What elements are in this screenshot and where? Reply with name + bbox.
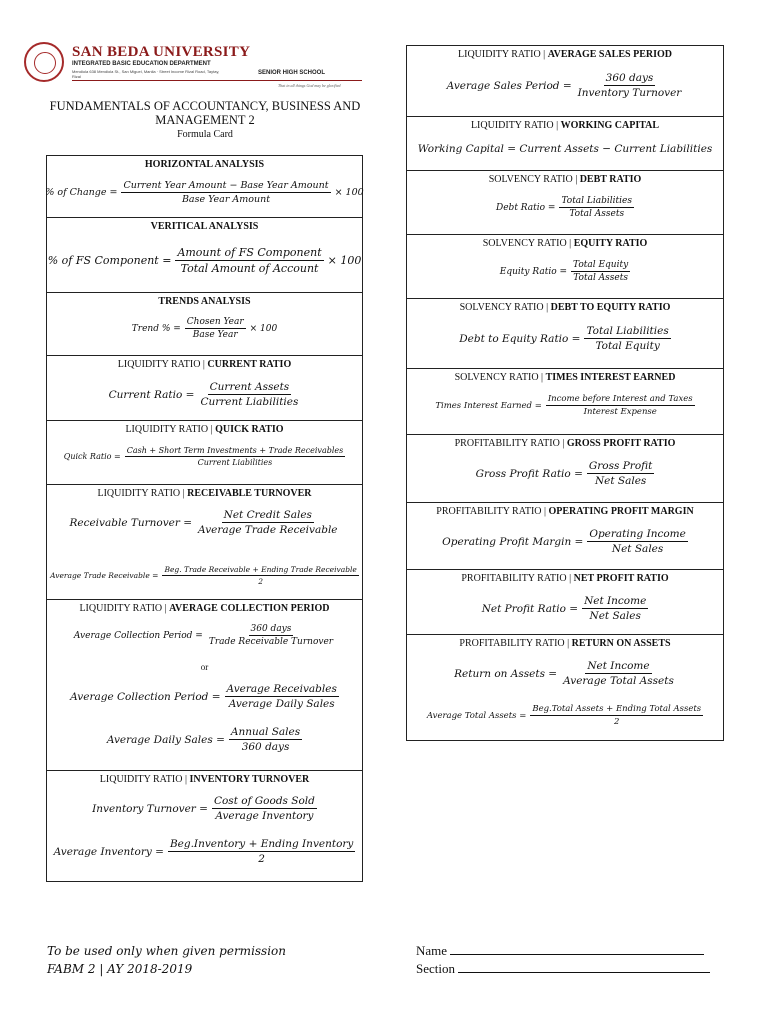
denominator: Total Assets xyxy=(573,273,628,283)
motto-text: That in all things God may be glorified xyxy=(278,83,341,88)
fraction xyxy=(582,595,648,622)
net-profit-formula xyxy=(407,595,723,622)
numerator: Cash + Short Term Investments + Trade Receivables xyxy=(126,446,344,455)
numerator: Total Equity xyxy=(573,260,629,270)
section-title: WORKING CAPITAL xyxy=(560,120,660,131)
numerator: Net Income xyxy=(584,595,647,607)
denominator: Interest Expense xyxy=(583,407,657,417)
numerator: Chosen Year xyxy=(186,317,244,327)
section-title: HORIZONTAL ANALYSIS xyxy=(144,159,265,170)
section-title: RETURN ON ASSETS xyxy=(571,638,671,649)
average-trade-receivable-formula xyxy=(47,565,362,586)
section-category: LIQUIDITY RATIO | xyxy=(79,603,170,614)
return-on-assets-formula xyxy=(407,660,723,687)
equity-ratio-formula xyxy=(407,260,723,283)
section-category: SOLVENCY RATIO | xyxy=(488,174,580,185)
average-collection-period-section xyxy=(47,600,362,771)
right-formula-card xyxy=(406,45,724,741)
current-ratio-formula xyxy=(47,381,362,408)
horizontal-formula xyxy=(47,180,362,205)
fraction xyxy=(198,381,300,408)
formula-lhs: Debt Ratio = xyxy=(496,202,556,213)
fraction xyxy=(162,565,358,586)
name-blank-line[interactable] xyxy=(450,954,704,955)
course-label: FABM 2 | AY 2018-2019 xyxy=(47,962,193,976)
numerator: Net Credit Sales xyxy=(223,509,312,521)
section-category: PROFITABILITY RATIO | xyxy=(461,573,574,584)
formula-lhs: Current Ratio = xyxy=(108,388,195,401)
formula-lhs: Trend % = xyxy=(131,323,181,334)
numerator: Current Year Amount − Base Year Amount xyxy=(123,180,329,191)
numerator: Average Receivables xyxy=(226,683,337,695)
collection-period-alt-formula xyxy=(47,683,362,710)
equity-ratio-section xyxy=(407,235,723,299)
collection-period-formula xyxy=(47,624,362,647)
fraction xyxy=(185,317,246,340)
section-title: TRENDS ANALYSIS xyxy=(158,296,251,307)
section-category: PROFITABILITY RATIO | xyxy=(454,438,567,449)
denominator: Net Sales xyxy=(589,610,641,622)
section-title: AVERAGE COLLECTION PERIOD xyxy=(169,603,330,614)
receivable-turnover-formula xyxy=(47,509,362,536)
denominator: Average Daily Sales xyxy=(228,698,335,710)
numerator: Beg.Total Assets + Ending Total Assets xyxy=(532,704,702,714)
school-label: SENIOR HIGH SCHOOL xyxy=(258,70,326,76)
section-category: LIQUIDITY RATIO | xyxy=(97,488,188,499)
trends-formula xyxy=(47,317,362,340)
numerator: 360 days xyxy=(250,624,292,634)
section-category: SOLVENCY RATIO | xyxy=(459,302,551,313)
section-field[interactable] xyxy=(416,961,710,977)
times-interest-earned-section xyxy=(407,369,723,435)
fraction xyxy=(571,260,630,283)
numerator: Annual Sales xyxy=(230,726,301,738)
debt-to-equity-formula xyxy=(407,325,723,352)
numerator: Beg. Trade Receivable + Ending Trade Receivable xyxy=(164,565,357,574)
denominator: Current Liabilities xyxy=(197,458,273,467)
left-formula-card xyxy=(46,155,363,882)
section-title: OPERATING PROFIT MARGIN xyxy=(548,506,694,517)
university-name: SAN BEDA UNIVERSITY xyxy=(72,44,251,60)
seal-icon xyxy=(24,42,64,82)
denominator: Base Year Amount xyxy=(181,194,271,205)
average-inventory-formula xyxy=(47,838,362,865)
formula-lhs: Average Inventory = xyxy=(53,845,164,858)
section-title: DEBT TO EQUITY RATIO xyxy=(550,302,671,313)
fraction xyxy=(584,325,670,352)
formula-lhs: Average Collection Period = xyxy=(70,690,221,703)
section-title: AVERAGE SALES PERIOD xyxy=(547,49,672,60)
formula-lhs: Equity Ratio = xyxy=(499,266,568,277)
numerator: Total Liabilities xyxy=(561,196,632,206)
debt-ratio-formula xyxy=(407,196,723,219)
formula-lhs: Return on Assets = xyxy=(454,667,558,680)
denominator: Average Inventory xyxy=(215,810,314,822)
section-title: NET PROFIT RATIO xyxy=(573,573,669,584)
formula-lhs: Average Trade Receivable = xyxy=(50,571,159,580)
working-capital-formula: Working Capital = Current Assets − Current Liabilities xyxy=(417,143,713,155)
numerator: Income before Interest and Taxes xyxy=(547,394,693,404)
header-rule xyxy=(72,80,362,81)
section-category: SOLVENCY RATIO | xyxy=(482,238,574,249)
fraction xyxy=(175,246,323,275)
name-field[interactable] xyxy=(416,943,704,959)
fraction xyxy=(225,683,339,710)
numerator: Total Liabilities xyxy=(586,325,669,337)
formula-rhs: × 100 xyxy=(334,187,364,198)
quick-ratio-formula xyxy=(47,446,362,467)
name-label: Name xyxy=(416,943,448,958)
formula-rhs: × 100 xyxy=(249,323,278,334)
formula-lhs: Debt to Equity Ratio = xyxy=(459,332,581,345)
section-category: LIQUIDITY RATIO | xyxy=(117,359,208,370)
denominator: Inventory Turnover xyxy=(577,87,682,99)
section-category: SOLVENCY RATIO | xyxy=(454,372,546,383)
section-category: LIQUIDITY RATIO | xyxy=(470,120,561,131)
numerator: Operating Income xyxy=(589,528,686,540)
current-ratio-section xyxy=(47,356,362,421)
formula-lhs: Operating Profit Margin = xyxy=(442,535,584,548)
formula-lhs: Quick Ratio = xyxy=(63,452,121,461)
document-subtitle: Formula Card xyxy=(177,129,233,140)
section-title: CURRENT RATIO xyxy=(207,359,292,370)
operating-profit-formula xyxy=(407,528,723,555)
average-sales-period-section xyxy=(407,46,723,117)
gross-profit-section xyxy=(407,435,723,503)
section-category: PROFITABILITY RATIO | xyxy=(459,638,572,649)
numerator: 360 days xyxy=(605,72,654,84)
denominator: Average Trade Receivable xyxy=(198,524,338,536)
fraction xyxy=(207,624,335,647)
times-interest-formula xyxy=(407,394,723,417)
formula-lhs: Average Total Assets = xyxy=(426,710,527,721)
fraction xyxy=(125,446,346,467)
formula-lhs: Net Profit Ratio = xyxy=(481,602,579,615)
fraction xyxy=(587,460,654,487)
working-capital-section xyxy=(407,117,723,171)
section-title: GROSS PROFIT RATIO xyxy=(566,438,676,449)
section-title: INVENTORY TURNOVER xyxy=(189,774,310,785)
fraction xyxy=(168,838,355,865)
denominator: Trade Receivable Turnover xyxy=(208,637,334,647)
formula-lhs: Inventory Turnover = xyxy=(92,802,208,815)
formula-lhs: Average Daily Sales = xyxy=(106,733,225,746)
denominator: Net Sales xyxy=(594,475,647,487)
sales-period-formula xyxy=(407,72,723,99)
formula-lhs: Average Sales Period = xyxy=(446,79,572,92)
formula-lhs: Receivable Turnover = xyxy=(69,516,193,529)
denominator: Total Assets xyxy=(569,209,625,219)
section-title: TIMES INTEREST EARNED xyxy=(545,372,676,383)
document-title: FUNDAMENTALS OF ACCOUNTANCY, BUSINESS AND MANAGEMENT 2 xyxy=(49,99,361,127)
formula-lhs: % of Change = xyxy=(45,187,118,198)
section-title: EQUITY RATIO xyxy=(573,238,648,249)
fraction xyxy=(530,704,703,727)
denominator: Net Sales xyxy=(611,543,664,555)
section-title: QUICK RATIO xyxy=(215,424,284,435)
formula-rhs: × 100 xyxy=(327,254,362,267)
denominator: Total Equity xyxy=(595,340,660,352)
debt-ratio-section xyxy=(407,171,723,235)
denominator: Total Amount of Account xyxy=(180,262,319,275)
denominator: 2 xyxy=(258,853,265,865)
permission-note: To be used only when given permission xyxy=(47,944,287,958)
fraction xyxy=(546,394,695,417)
fraction xyxy=(229,726,302,753)
fraction xyxy=(212,795,317,822)
fraction xyxy=(587,528,688,555)
formula-lhs: Average Collection Period = xyxy=(73,630,203,641)
department-name: INTEGRATED BASIC EDUCATION DEPARTMENT xyxy=(72,61,211,67)
numerator: Amount of FS Component xyxy=(177,246,322,259)
denominator: Current Liabilities xyxy=(200,396,299,408)
denominator: 2 xyxy=(258,577,264,586)
section-title: DEBT RATIO xyxy=(579,174,642,185)
average-daily-sales-formula xyxy=(47,726,362,753)
fraction xyxy=(196,509,339,536)
section-title: VERITICAL ANALYSIS xyxy=(150,221,259,232)
section-category: PROFITABILITY RATIO | xyxy=(436,506,549,517)
section-label: Section xyxy=(416,961,455,976)
or-separator: or xyxy=(200,662,209,672)
trends-analysis-section xyxy=(47,293,362,356)
horizontal-analysis-section xyxy=(47,156,362,218)
denominator: 2 xyxy=(614,717,620,727)
section-category: LIQUIDITY RATIO | xyxy=(99,774,190,785)
university-logo xyxy=(22,42,362,88)
numerator: Gross Profit xyxy=(588,460,653,472)
address-text: Mendiola 638 Mendiola St., San Miguel, Manila · Street Income Rizal Road, Taytay, Rizal xyxy=(72,69,220,79)
numerator: Cost of Goods Sold xyxy=(213,795,315,807)
gross-profit-formula xyxy=(407,460,723,487)
section-category: LIQUIDITY RATIO | xyxy=(125,424,216,435)
debt-to-equity-section xyxy=(407,299,723,369)
denominator: Base Year xyxy=(192,330,238,340)
numerator: Current Assets xyxy=(209,381,290,393)
fraction xyxy=(559,196,634,219)
section-title: RECEIVABLE TURNOVER xyxy=(187,488,312,499)
vertical-formula xyxy=(47,246,362,275)
formula-lhs: % of FS Component = xyxy=(47,254,172,267)
inventory-turnover-formula xyxy=(47,795,362,822)
section-category: LIQUIDITY RATIO | xyxy=(458,49,548,60)
fraction xyxy=(561,660,676,687)
inventory-turnover-section xyxy=(47,771,362,881)
numerator: Net Income xyxy=(587,660,650,672)
denominator: 360 days xyxy=(241,741,290,753)
net-profit-section xyxy=(407,570,723,635)
denominator: Average Total Assets xyxy=(563,675,674,687)
fraction xyxy=(576,72,684,99)
section-blank-line[interactable] xyxy=(458,972,710,973)
average-total-assets-formula xyxy=(407,704,723,727)
numerator: Beg.Inventory + Ending Inventory xyxy=(169,838,354,850)
vertical-analysis-section xyxy=(47,218,362,293)
return-on-assets-section xyxy=(407,635,723,740)
quick-ratio-section xyxy=(47,421,362,485)
formula-lhs: Gross Profit Ratio = xyxy=(475,467,583,480)
formula-lhs: Times Interest Earned = xyxy=(435,400,542,411)
operating-profit-section xyxy=(407,503,723,570)
receivable-turnover-section xyxy=(47,485,362,600)
fraction xyxy=(121,180,330,205)
